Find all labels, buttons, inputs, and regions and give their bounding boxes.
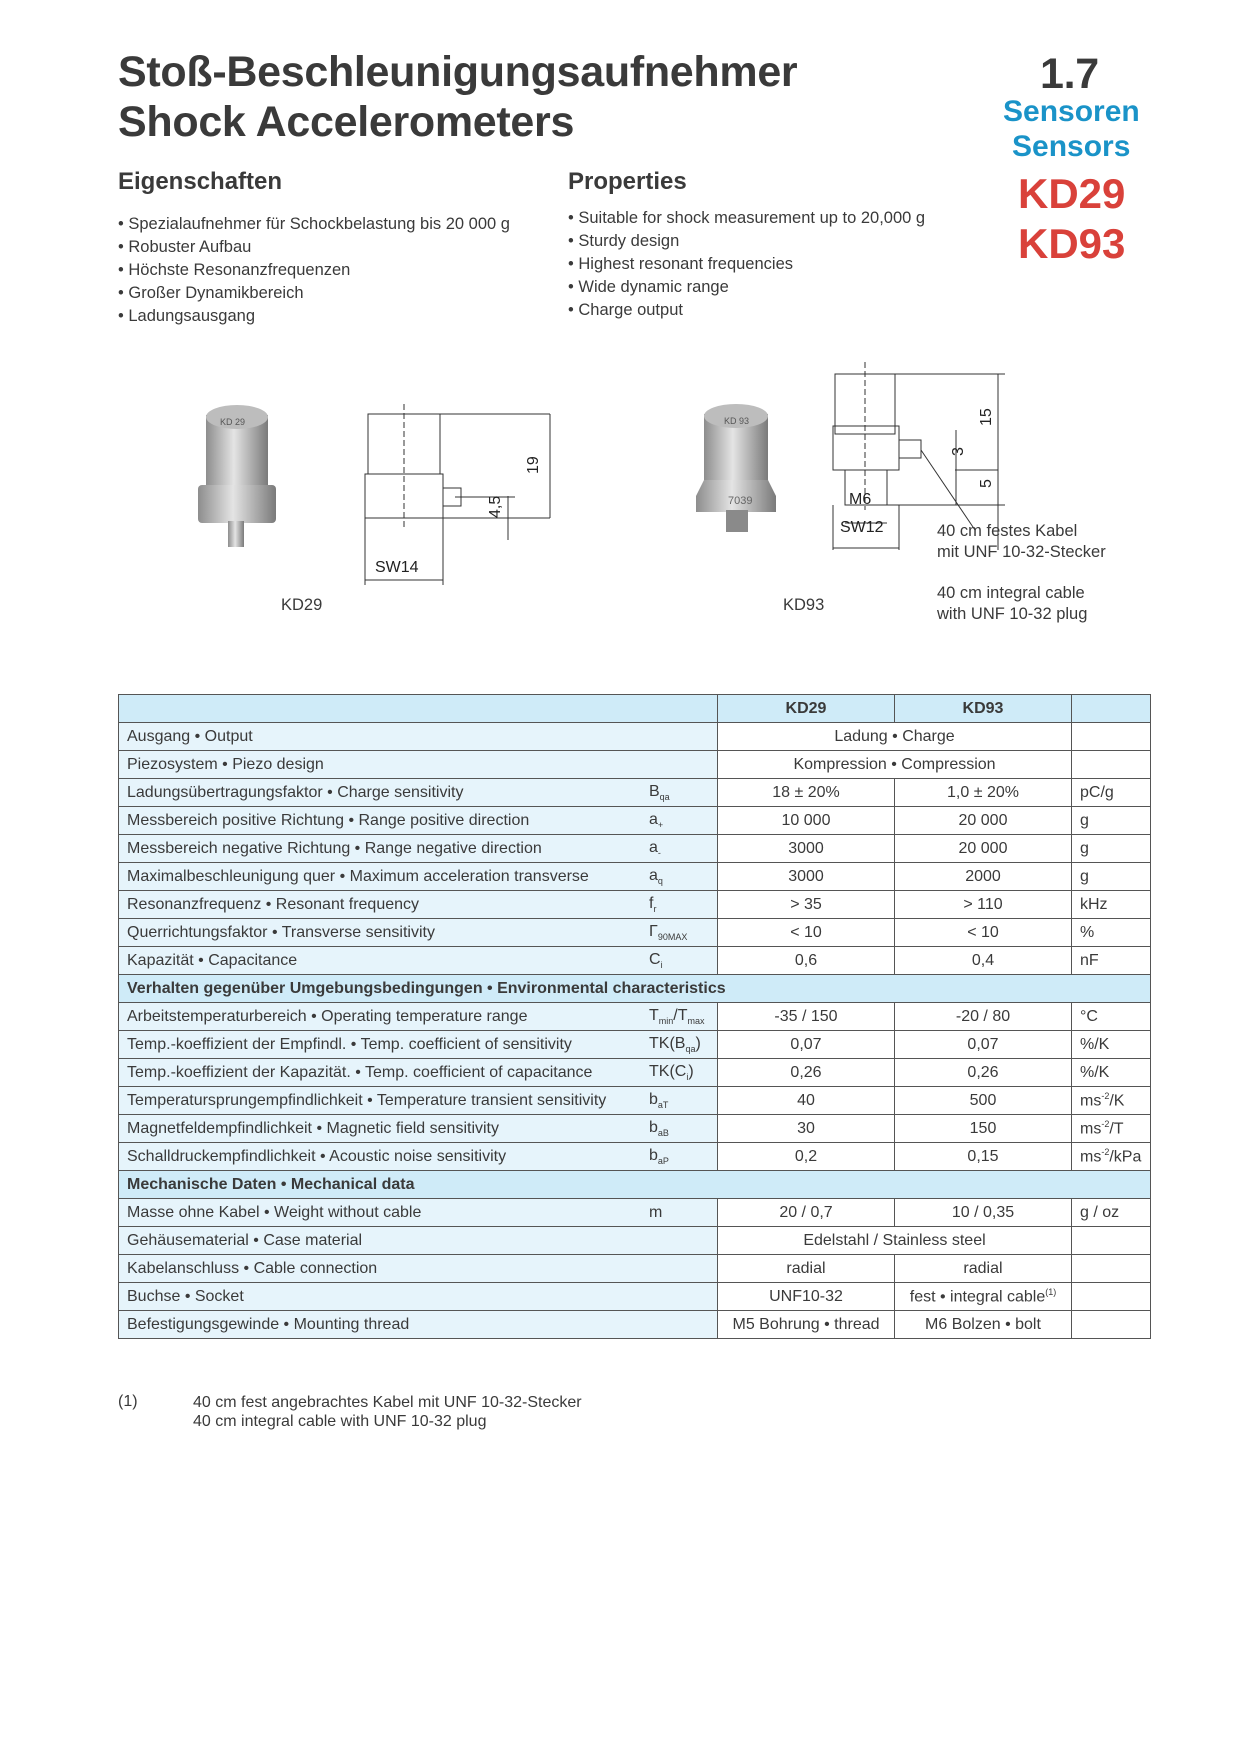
header-blank (119, 695, 646, 723)
row-symbol (645, 751, 718, 779)
row-value: Kompression • Compression (718, 751, 1072, 779)
row-unit: nF (1072, 947, 1151, 975)
svg-text:15: 15 (978, 408, 995, 426)
row-value-kd29: < 10 (718, 919, 895, 947)
table-row (119, 1059, 1151, 1087)
row-unit (1072, 1283, 1151, 1311)
model-kd93: KD93 (1018, 220, 1126, 267)
row-symbol (645, 1283, 718, 1311)
svg-text:SW14: SW14 (375, 559, 419, 576)
row-symbol: $a_+$ (645, 807, 718, 835)
row-label: Kabelanschluss • Cable connection (119, 1255, 646, 1283)
table-row (119, 1283, 1151, 1311)
row-value-kd29: 10 000 (718, 807, 895, 835)
table-row (119, 1143, 1151, 1171)
table-row (119, 1003, 1151, 1031)
row-unit: % (1072, 919, 1151, 947)
row-value-kd93: 2000 (895, 863, 1072, 891)
table-row (119, 891, 1151, 919)
header-blank (1072, 695, 1151, 723)
row-label: Temp.-koeffizient der Kapazität. • Temp. coefficient of capacitance (119, 1059, 646, 1087)
column-header: KD29 (718, 695, 895, 723)
row-unit: °C (1072, 1003, 1151, 1031)
list-item: • Charge output (568, 301, 683, 319)
row-value-kd29: 3000 (718, 863, 895, 891)
row-unit: %/K (1072, 1031, 1151, 1059)
row-value-kd93: 0,4 (895, 947, 1072, 975)
row-unit: g / oz (1072, 1199, 1151, 1227)
row-symbol (645, 1255, 718, 1283)
model-kd29: KD29 (1018, 170, 1126, 217)
list-item: • Großer Dynamikbereich (118, 284, 304, 302)
svg-text:KD 29: KD 29 (220, 417, 246, 427)
row-unit: g (1072, 863, 1151, 891)
row-label: Temperatursprungempfindlichkeit • Temperature transient sensitivity (119, 1087, 646, 1115)
section-title: Mechanische Daten • Mechanical data (119, 1171, 1151, 1199)
table-row (119, 863, 1151, 891)
row-label: Masse ohne Kabel • Weight without cable (119, 1199, 646, 1227)
table-header-row (119, 695, 1151, 723)
table-row (119, 1311, 1151, 1339)
row-unit (1072, 751, 1151, 779)
row-value-kd29: 0,26 (718, 1059, 895, 1087)
kd29-photo (190, 395, 300, 555)
row-symbol: $b_{aB}$ (645, 1115, 718, 1143)
table-row (119, 1031, 1151, 1059)
specifications-table (118, 694, 1151, 1339)
svg-text:4,5: 4,5 (487, 495, 504, 518)
list-item: • Suitable for shock measurement up to 20,000 g (568, 209, 926, 227)
list-item: • Wide dynamic range (568, 278, 729, 296)
table-row (119, 1227, 1151, 1255)
row-value-kd93: 0,26 (895, 1059, 1072, 1087)
row-symbol: $TK(B_{qa})$ (645, 1031, 718, 1059)
row-value-kd93: 10 / 0,35 (895, 1199, 1072, 1227)
header-blank (645, 695, 718, 723)
row-symbol: $b_{aT}$ (645, 1087, 718, 1115)
list-item: • Sturdy design (568, 232, 680, 250)
category-de: Sensoren (1003, 95, 1140, 128)
row-symbol: $a_-$ (645, 835, 718, 863)
row-label: Magnetfeldempfindlichkeit • Magnetic field sensitivity (119, 1115, 646, 1143)
row-symbol: m (645, 1199, 718, 1227)
kd93-cable-note-de: 40 cm festes Kabel mit UNF 10-32-Stecker (937, 522, 1106, 561)
row-value-kd29: 3000 (718, 835, 895, 863)
row-unit: %/K (1072, 1059, 1151, 1087)
svg-text:7039: 7039 (728, 495, 753, 507)
features-list-en (568, 207, 925, 322)
row-unit (1072, 1227, 1151, 1255)
row-symbol: $\Gamma_{90MAX}$ (645, 919, 718, 947)
row-value-kd93: 1,0 ± 20% (895, 779, 1072, 807)
row-value-kd29: 0,07 (718, 1031, 895, 1059)
table-row (119, 947, 1151, 975)
row-unit: g (1072, 807, 1151, 835)
title-en: Shock Accelerometers (118, 98, 575, 146)
row-label: Resonanzfrequenz • Resonant frequency (119, 891, 646, 919)
features-heading-en: Properties (568, 168, 687, 195)
kd93-photo (690, 400, 800, 540)
svg-text:5: 5 (978, 479, 995, 488)
row-symbol: $b_{aP}$ (645, 1143, 718, 1171)
list-item: • Ladungsausgang (118, 307, 255, 325)
row-label: Schalldruckempfindlichkeit • Acoustic noise sensitivity (119, 1143, 646, 1171)
row-symbol (645, 723, 718, 751)
row-value-kd29: radial (718, 1255, 895, 1283)
table-row (119, 751, 1151, 779)
footnote-text: 40 cm fest angebrachtes Kabel mit UNF 10-32-Stecker 40 cm integral cable with UNF 10-32 plug (193, 1394, 582, 1430)
row-value-kd93: > 110 (895, 891, 1072, 919)
row-symbol: $a_q$ (645, 863, 718, 891)
row-value-kd29: UNF10-32 (718, 1283, 895, 1311)
list-item: • Highest resonant frequencies (568, 255, 794, 273)
row-unit: $ms^{-2}/T$ (1072, 1115, 1151, 1143)
row-symbol: $C_i$ (645, 947, 718, 975)
title-de: Stoß-Beschleunigungsaufnehmer (118, 48, 798, 96)
row-value: Ladung • Charge (718, 723, 1072, 751)
row-label: Querrichtungsfaktor • Transverse sensitivity (119, 919, 646, 947)
row-unit: pC/g (1072, 779, 1151, 807)
kd29-caption: KD29 (281, 596, 323, 614)
row-label: Ladungsübertragungsfaktor • Charge sensitivity (119, 779, 646, 807)
row-label: Temp.-koeffizient der Empfindl. • Temp. coefficient of sensitivity (119, 1031, 646, 1059)
svg-text:M6: M6 (849, 491, 872, 508)
table-row (119, 1115, 1151, 1143)
row-symbol: $B_{qa}$ (645, 779, 718, 807)
section-row (119, 975, 1151, 1003)
table-row (119, 835, 1151, 863)
table-row (119, 807, 1151, 835)
features-heading-de: Eigenschaften (118, 168, 283, 195)
features-list-de (118, 213, 510, 328)
kd93-caption: KD93 (783, 596, 825, 614)
row-value-kd29: -35 / 150 (718, 1003, 895, 1031)
row-unit: $ms^{-2}/K$ (1072, 1087, 1151, 1115)
row-label: Maximalbeschleunigung quer • Maximum acceleration transverse (119, 863, 646, 891)
row-label: Gehäusematerial • Case material (119, 1227, 646, 1255)
section-number: 1.7 (1040, 50, 1099, 98)
row-symbol (645, 1227, 718, 1255)
row-value-kd93: M6 Bolzen • bolt (895, 1311, 1072, 1339)
kd93-cable-note-en: 40 cm integral cable with UNF 10-32 plug (937, 584, 1088, 623)
row-label: Piezosystem • Piezo design (119, 751, 646, 779)
row-value-kd93: 20 000 (895, 835, 1072, 863)
row-label: Messbereich negative Richtung • Range negative direction (119, 835, 646, 863)
row-value-kd29: 30 (718, 1115, 895, 1143)
row-label: Kapazität • Capacitance (119, 947, 646, 975)
row-unit: $ms^{-2}$/kPa (1072, 1143, 1151, 1171)
table-row (119, 919, 1151, 947)
row-value-kd29: > 35 (718, 891, 895, 919)
category-en: Sensors (1012, 130, 1131, 163)
row-label: Befestigungsgewinde • Mounting thread (119, 1311, 646, 1339)
list-item: • Robuster Aufbau (118, 238, 252, 256)
row-symbol: $TK(C_i)$ (645, 1059, 718, 1087)
svg-text:KD 93: KD 93 (724, 416, 750, 426)
list-item: • Spezialaufnehmer für Schockbelastung bis 20 000 g (118, 215, 510, 233)
row-value-kd29: 20 / 0,7 (718, 1199, 895, 1227)
row-unit (1072, 723, 1151, 751)
row-value-kd93: fest • integral cable$^{(1)}$ (895, 1283, 1072, 1311)
row-value-kd93: 20 000 (895, 807, 1072, 835)
row-symbol: $T_{min}/T_{max}$ (645, 1003, 718, 1031)
row-symbol (645, 1311, 718, 1339)
table-row (119, 1087, 1151, 1115)
section-title: Verhalten gegenüber Umgebungsbedingungen • Environmental characteristics (119, 975, 1151, 1003)
row-value-kd93: radial (895, 1255, 1072, 1283)
row-value-kd93: 0,07 (895, 1031, 1072, 1059)
row-value-kd93: < 10 (895, 919, 1072, 947)
row-value-kd93: 150 (895, 1115, 1072, 1143)
svg-text:19: 19 (525, 456, 542, 474)
row-label: Ausgang • Output (119, 723, 646, 751)
svg-text:3: 3 (950, 447, 967, 456)
row-value-kd29: M5 Bohrung • thread (718, 1311, 895, 1339)
column-header: KD93 (895, 695, 1072, 723)
row-value-kd29: 40 (718, 1087, 895, 1115)
svg-text:SW12: SW12 (840, 519, 884, 536)
row-value-kd29: 18 ± 20% (718, 779, 895, 807)
row-value-kd29: 0,6 (718, 947, 895, 975)
table-row (119, 779, 1151, 807)
row-unit: kHz (1072, 891, 1151, 919)
row-value-kd93: -20 / 80 (895, 1003, 1072, 1031)
section-row (119, 1171, 1151, 1199)
row-symbol: $f_r$ (645, 891, 718, 919)
row-label: Buchse • Socket (119, 1283, 646, 1311)
footnote-marker: (1) (118, 1393, 138, 1410)
row-unit (1072, 1311, 1151, 1339)
list-item: • Höchste Resonanzfrequenzen (118, 261, 351, 279)
row-unit: g (1072, 835, 1151, 863)
row-label: Arbeitstemperaturbereich • Operating temperature range (119, 1003, 646, 1031)
kd29-dimension-drawing (360, 400, 560, 600)
row-value-kd93: 500 (895, 1087, 1072, 1115)
row-value-kd29: 0,2 (718, 1143, 895, 1171)
table-row (119, 1199, 1151, 1227)
table-row (119, 723, 1151, 751)
row-label: Messbereich positive Richtung • Range positive direction (119, 807, 646, 835)
row-unit (1072, 1255, 1151, 1283)
row-value: Edelstahl / Stainless steel (718, 1227, 1072, 1255)
table-row (119, 1255, 1151, 1283)
row-value-kd93: 0,15 (895, 1143, 1072, 1171)
